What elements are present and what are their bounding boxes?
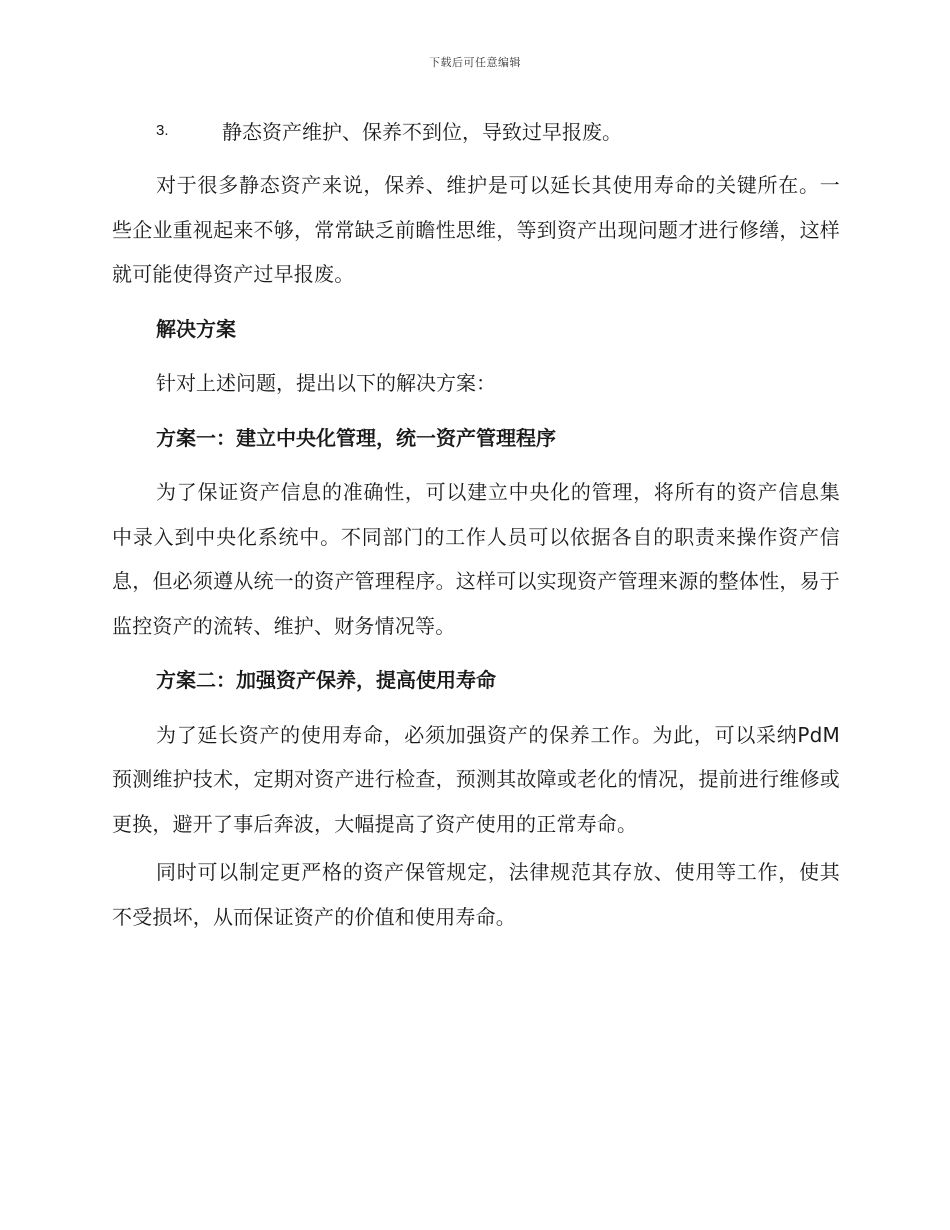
solutions-heading: 解决方案 <box>156 316 236 341</box>
plan2-paragraph-1: 为了延长资产的使用寿命，必须加强资产的保养工作。为此，可以采纳PdM预测维护技术，定期对资产进行检查，预测其故障或老化的情况，提前进行维修或更换，避开了事后奔波，大幅提高了资产使用的正常寿命。 <box>112 722 840 836</box>
list-item-text: 静态资产维护、保养不到位，导致过早报废。 <box>222 119 622 144</box>
plan1-paragraph: 为了保证资产信息的准确性，可以建立中央化的管理，将所有的资产信息集中录入到中央化系统中。不同部门的工作人员可以依据各自的职责来操作资产信息，但必须遵从统一的资产管理程序。这样可以实现资产管理来源的整体性，易于监控资产的流转、维护、财务情况等。 <box>112 480 840 638</box>
plan2-paragraph-2: 同时可以制定更严格的资产保管规定，法律规范其存放、使用等工作，使其不受损坏，从而保证资产的价值和使用寿命。 <box>112 860 840 929</box>
list-item-3 <box>112 110 840 150</box>
document-body <box>112 110 840 939</box>
list-number: 3. <box>156 121 169 139</box>
maintenance-paragraph: 对于很多静态资产来说，保养、维护是可以延长其使用寿命的关键所在。一些企业重视起来不够，常常缺乏前瞻性思维，等到资产出现问题才进行修缮，这样就可能使得资产过早报废。 <box>112 173 840 286</box>
solutions-intro: 针对上述问题，提出以下的解决方案： <box>156 371 496 395</box>
plan1-heading: 方案一：建立中央化管理，统一资产管理程序 <box>156 425 556 450</box>
page-header: 下载后可任意编辑 <box>429 56 521 69</box>
plan2-heading: 方案二：加强资产保养，提高使用寿命 <box>156 668 496 692</box>
